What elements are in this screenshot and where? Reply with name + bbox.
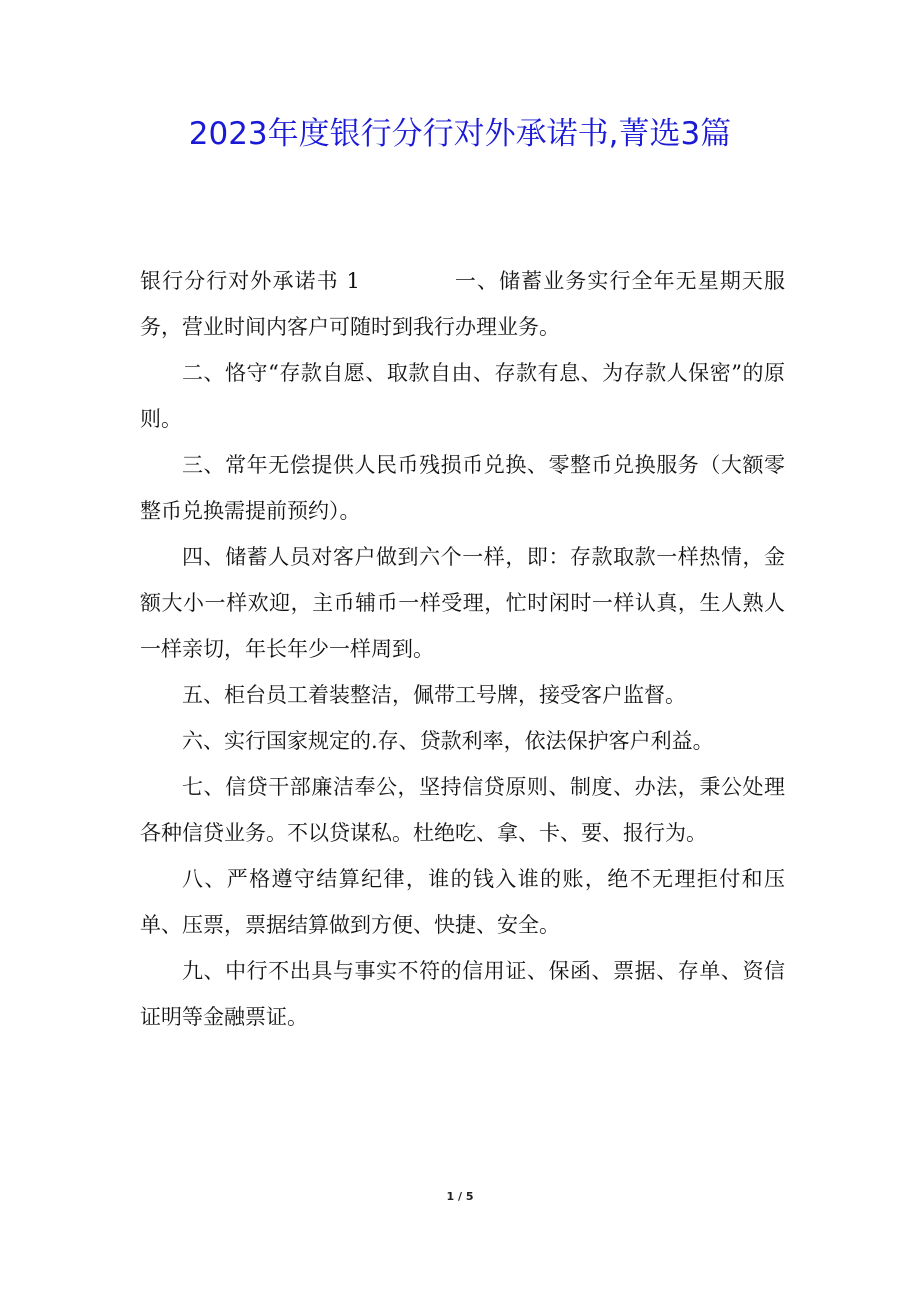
paragraph-6: 六、实行国家规定的.存、贷款利率，依法保护客户利益。	[182, 729, 714, 753]
paragraph-4: 四、储蓄人员对客户做到六个一样，即：存款取款一样热情，金额大小一样欢迎，主币辅币一样受理，忙时闲时一样认真，生人熟人一样亲切，年长年少一样周到。	[140, 545, 785, 661]
paragraph-9: 九、中行不出具与事实不符的信用证、保函、票据、存单、资信证明等金融票证。	[140, 959, 785, 1029]
paragraph-7: 七、信贷干部廉洁奉公，坚持信贷原则、制度、办法，秉公处理各种信贷业务。不以贷谋私。杜绝吃、拿、卡、要、报行为。	[140, 775, 785, 845]
section-heading: 银行分行对外承诺书 1	[140, 269, 360, 293]
paragraph-text: 一、储蓄业务实行全年无星期天服务，营业时间内客户可随时到我行办理业务。	[140, 269, 785, 339]
paragraph-1	[140, 258, 785, 350]
paragraph-5: 五、柜台员工着装整洁，佩带工号牌，接受客户监督。	[182, 683, 686, 707]
page-number: 1 / 5	[446, 1190, 474, 1203]
document-title: 2023年度银行分行对外承诺书,菁选3篇	[188, 116, 732, 152]
document-body	[140, 258, 785, 1040]
paragraph-3: 三、常年无偿提供人民币残损币兑换、零整币兑换服务（大额零整币兑换需提前预约）。	[140, 453, 785, 523]
paragraph-2: 二、恪守“存款自愿、取款自由、存款有息、为存款人保密”的原则。	[140, 361, 785, 431]
paragraph-8: 八、严格遵守结算纪律，谁的钱入谁的账，绝不无理拒付和压单、压票，票据结算做到方便、快捷、安全。	[140, 867, 785, 937]
